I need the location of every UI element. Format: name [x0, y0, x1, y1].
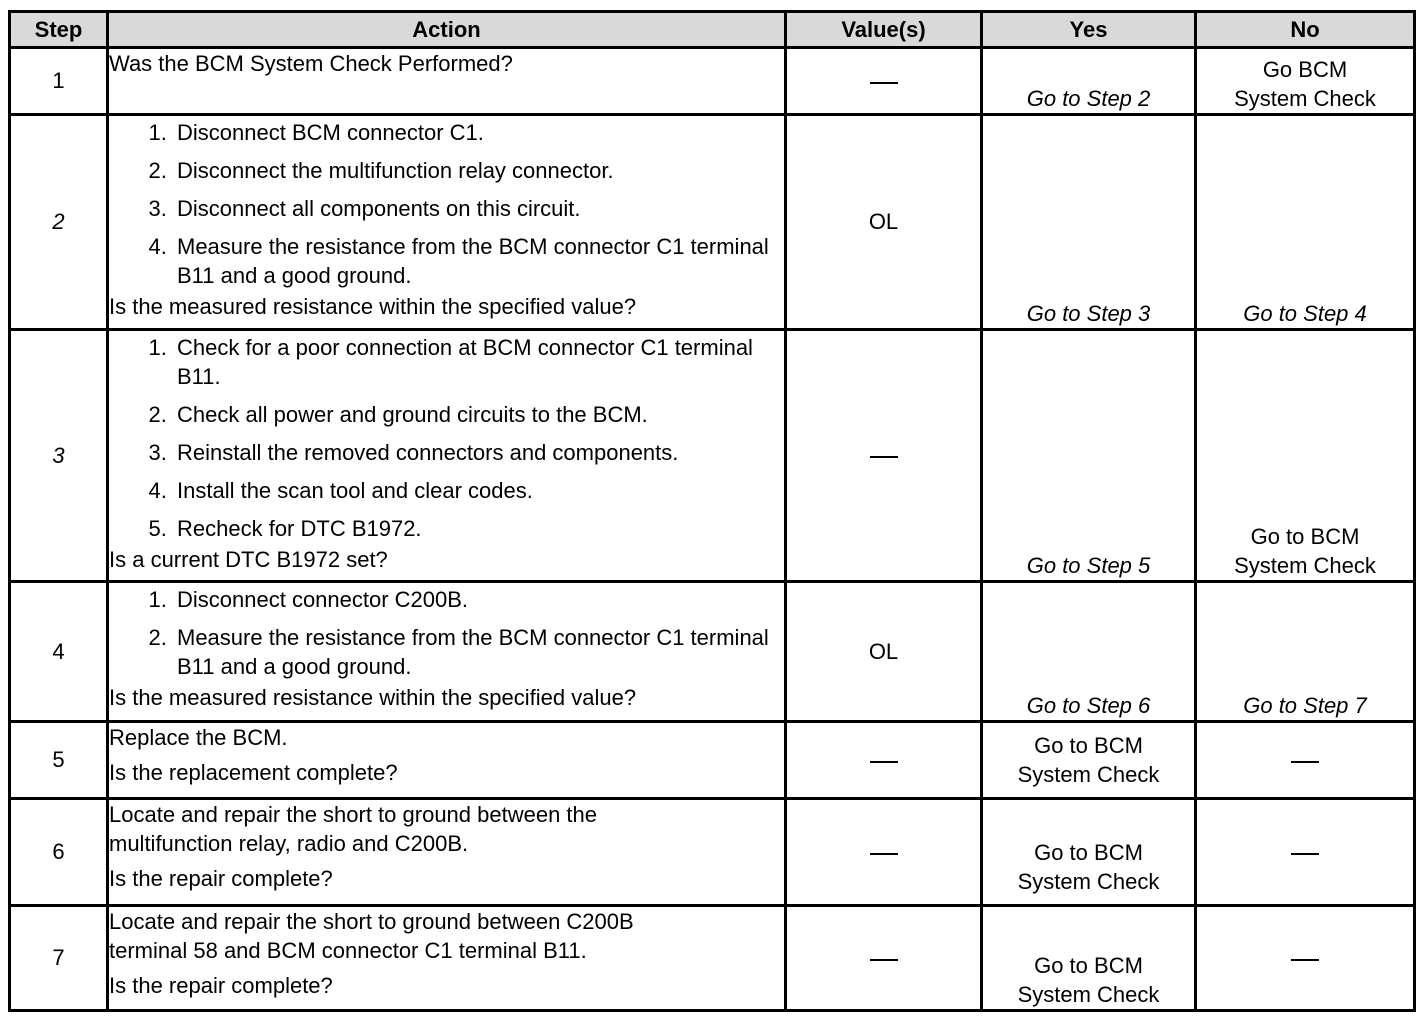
- no-goto-line2: System Check: [1234, 552, 1376, 578]
- value-cell: [786, 799, 982, 906]
- no-cell: [1196, 799, 1415, 906]
- step-number: 5: [10, 722, 108, 799]
- yes-goto-line1: Go to BCM: [1034, 839, 1143, 865]
- action-step: 1. Check for a poor connection at BCM connector C1 terminal B11.: [173, 333, 784, 391]
- yes-cell: [982, 722, 1196, 799]
- yes-goto-line2: System Check: [1017, 868, 1160, 894]
- action-cell: [108, 906, 786, 1011]
- action-question: Is a current DTC B1972 set?: [109, 547, 388, 573]
- action-text: multifunction relay, radio and C200B.: [109, 831, 469, 857]
- yes-cell: [982, 115, 1196, 330]
- action-question: Is the repair complete?: [109, 973, 333, 999]
- step-number: 7: [10, 906, 108, 1011]
- action-step: 1. Disconnect connector C200B.: [173, 585, 784, 614]
- action-step: 3. Reinstall the removed connectors and components.: [173, 438, 784, 467]
- no-cell: [1196, 48, 1415, 115]
- action-step: 5. Recheck for DTC B1972.: [173, 514, 784, 543]
- no-cell: [1196, 330, 1415, 582]
- table-row: [10, 722, 1415, 799]
- value-cell: [786, 115, 982, 330]
- yes-goto-line2: System Check: [1017, 981, 1160, 1007]
- yes-goto: Go to Step 5: [1026, 552, 1151, 578]
- value-text: OL: [868, 209, 899, 235]
- yes-goto-line1: Go to BCM: [1034, 952, 1143, 978]
- value-cell: [786, 330, 982, 582]
- dash-mark: [870, 853, 898, 855]
- dash-mark: [870, 456, 898, 458]
- action-step: 2. Check all power and ground circuits to the BCM.: [173, 400, 784, 429]
- value-cell: [786, 582, 982, 722]
- header-values: Value(s): [786, 12, 982, 48]
- action-steps: [109, 118, 784, 290]
- action-step: 1. Disconnect BCM connector C1.: [173, 118, 784, 147]
- table-row: [10, 906, 1415, 1011]
- yes-goto: Go to Step 2: [1026, 85, 1151, 111]
- dash-mark: [1291, 959, 1319, 961]
- no-goto: Go to Step 4: [1243, 300, 1367, 326]
- header-step: Step: [10, 12, 108, 48]
- action-steps: [109, 333, 784, 543]
- action-text: Locate and repair the short to ground between the: [109, 802, 598, 827]
- yes-cell: [982, 48, 1196, 115]
- value-cell: [786, 722, 982, 799]
- yes-cell: [982, 330, 1196, 582]
- action-cell: [108, 115, 786, 330]
- action-step: 4. Measure the resistance from the BCM connector C1 terminal B11 and a good ground.: [173, 232, 784, 290]
- yes-goto-line2: System Check: [1017, 762, 1160, 787]
- action-text: Replace the BCM.: [109, 725, 288, 750]
- header-row: [10, 12, 1415, 48]
- action-cell: [108, 799, 786, 906]
- step-number: 4: [10, 582, 108, 722]
- action-steps: [109, 585, 784, 681]
- yes-cell: [982, 799, 1196, 906]
- step-number: 6: [10, 799, 108, 906]
- action-cell: [108, 48, 786, 115]
- action-step: 4. Install the scan tool and clear codes.: [173, 476, 784, 505]
- dash-mark: [1291, 853, 1319, 855]
- action-cell: [108, 330, 786, 582]
- action-cell: [108, 582, 786, 722]
- yes-cell: [982, 906, 1196, 1011]
- yes-goto: Go to Step 6: [1026, 692, 1151, 718]
- no-cell: [1196, 582, 1415, 722]
- action-question: Is the replacement complete?: [109, 760, 398, 786]
- header-no: No: [1196, 12, 1415, 48]
- no-goto: Go to Step 7: [1243, 692, 1367, 718]
- value-cell: [786, 48, 982, 115]
- action-step: 2. Disconnect the multifunction relay connector.: [173, 156, 784, 185]
- no-cell: [1196, 115, 1415, 330]
- dash-mark: [870, 959, 898, 961]
- dash-mark: [870, 761, 898, 763]
- yes-goto: Go to Step 3: [1026, 300, 1151, 326]
- value-text: OL: [868, 638, 899, 664]
- no-goto-line2: System Check: [1234, 85, 1376, 111]
- table-row: [10, 115, 1415, 330]
- action-text: Locate and repair the short to ground between C200B: [109, 909, 634, 934]
- action-step: 3. Disconnect all components on this circuit.: [173, 194, 784, 223]
- dash-mark: [870, 82, 898, 84]
- no-goto-line1: Go to BCM: [1250, 523, 1360, 549]
- action-cell: [108, 722, 786, 799]
- step-number: 3: [10, 330, 108, 582]
- step-number: 2: [10, 115, 108, 330]
- diagnostic-table: [8, 10, 1416, 1012]
- action-question: Is the repair complete?: [109, 866, 333, 892]
- action-text: terminal 58 and BCM connector C1 terminal B11.: [109, 938, 587, 964]
- action-step: 2. Measure the resistance from the BCM connector C1 terminal B11 and a good ground.: [173, 623, 784, 681]
- table-row: [10, 799, 1415, 906]
- action-question: Is the measured resistance within the specified value?: [109, 685, 637, 711]
- yes-cell: [982, 582, 1196, 722]
- table-row: [10, 330, 1415, 582]
- table-row: [10, 48, 1415, 115]
- step-number: 1: [10, 48, 108, 115]
- header-yes: Yes: [982, 12, 1196, 48]
- no-cell: [1196, 906, 1415, 1011]
- yes-goto-line1: Go to BCM: [1034, 732, 1143, 758]
- value-cell: [786, 906, 982, 1011]
- table-row: [10, 582, 1415, 722]
- dash-mark: [1291, 761, 1319, 763]
- no-goto-line1: Go BCM: [1262, 56, 1348, 82]
- action-question: Is the measured resistance within the specified value?: [109, 294, 637, 320]
- header-action: Action: [108, 12, 786, 48]
- no-cell: [1196, 722, 1415, 799]
- action-text: Was the BCM System Check Performed?: [109, 51, 513, 76]
